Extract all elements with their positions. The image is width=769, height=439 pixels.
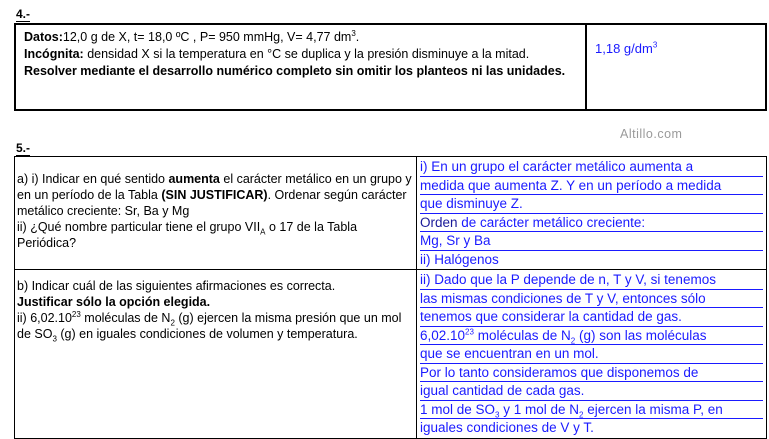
question-4-number: 4.- xyxy=(16,7,31,21)
incognita-label: Incógnita: xyxy=(24,47,84,61)
question-4-statement: Datos:12,0 g de X, t= 18,0 ºC , P= 950 mmHg, V= 4,77 $dm^3$. Incógnita: densidad X si la temperatura en °C se duplica y la presión disminuye a la mitad. Resolver mediante el desarrollo numérico completo sin omitir los planteos ni las unidades. xyxy=(15,24,586,110)
question-5-number: 5.- xyxy=(16,141,31,155)
instruction-text: Resolver mediante el desarrollo numérico completo sin omitir los planteos ni las unidades. xyxy=(24,64,566,78)
datos-label: Datos: xyxy=(24,30,63,44)
question-5a-answer: i) En un grupo el carácter metálico aumenta a medida que aumenta Z. Y en un período a medida que disminuye Z. Orden de carácter metálico creciente: Mg, Sr y Ba ii) Halógenos xyxy=(417,157,767,270)
watermark: Altillo.com xyxy=(620,127,683,141)
question-4-answer: 1,18 $g/dm^3$ xyxy=(586,24,766,110)
question-5b-answer: ii) Dado que la P depende de n, T y V, si tenemos las mismas condiciones de T y V, entonces sólo tenemos que considerar la cantidad de gas. 6,02.10$^{23}$ moléculas de $N_2$ (g) son las moléculas que se encuentran en un mol. Por lo tanto consideramos que disponemos de igual cantidad de cada gas. 1 mol de $SO_3$ y 1 mol de $N_2$ ejercen la misma P, en iguales condiciones de V y T. xyxy=(417,270,767,439)
question-5a-statement: a) i) Indicar en qué sentido aumenta el carácter metálico en un grupo y en un período de la Tabla (SIN JUSTIFICAR). Ordenar según carácter metálico creciente: Sr, Ba y Mg ii) ¿Qué nombre particular tiene el grupo $VII_A$ o 17 de la Tabla Periódica? xyxy=(15,157,417,270)
datos-text: 12,0 g de X, t= 18,0 ºC , P= 950 mmHg, V= 4,77 dm xyxy=(62,30,352,44)
question-5-table xyxy=(14,156,767,439)
table-row xyxy=(15,270,767,439)
question-5b-statement: b) Indicar cuál de las siguientes afirmaciones es correcta. Justificar sólo la opción elegida. ii) 6,02.10$^{23}$ moléculas de $N_2$ (g) ejercen la misma presión que un mol de $SO_3$ (g) en iguales condiciones de volumen y temperatura. xyxy=(15,270,417,439)
incognita-text: densidad X si la temperatura en °C se duplica y la presión disminuye a la mitad. xyxy=(83,47,530,61)
question-4-table xyxy=(14,23,767,111)
table-row xyxy=(15,157,767,270)
